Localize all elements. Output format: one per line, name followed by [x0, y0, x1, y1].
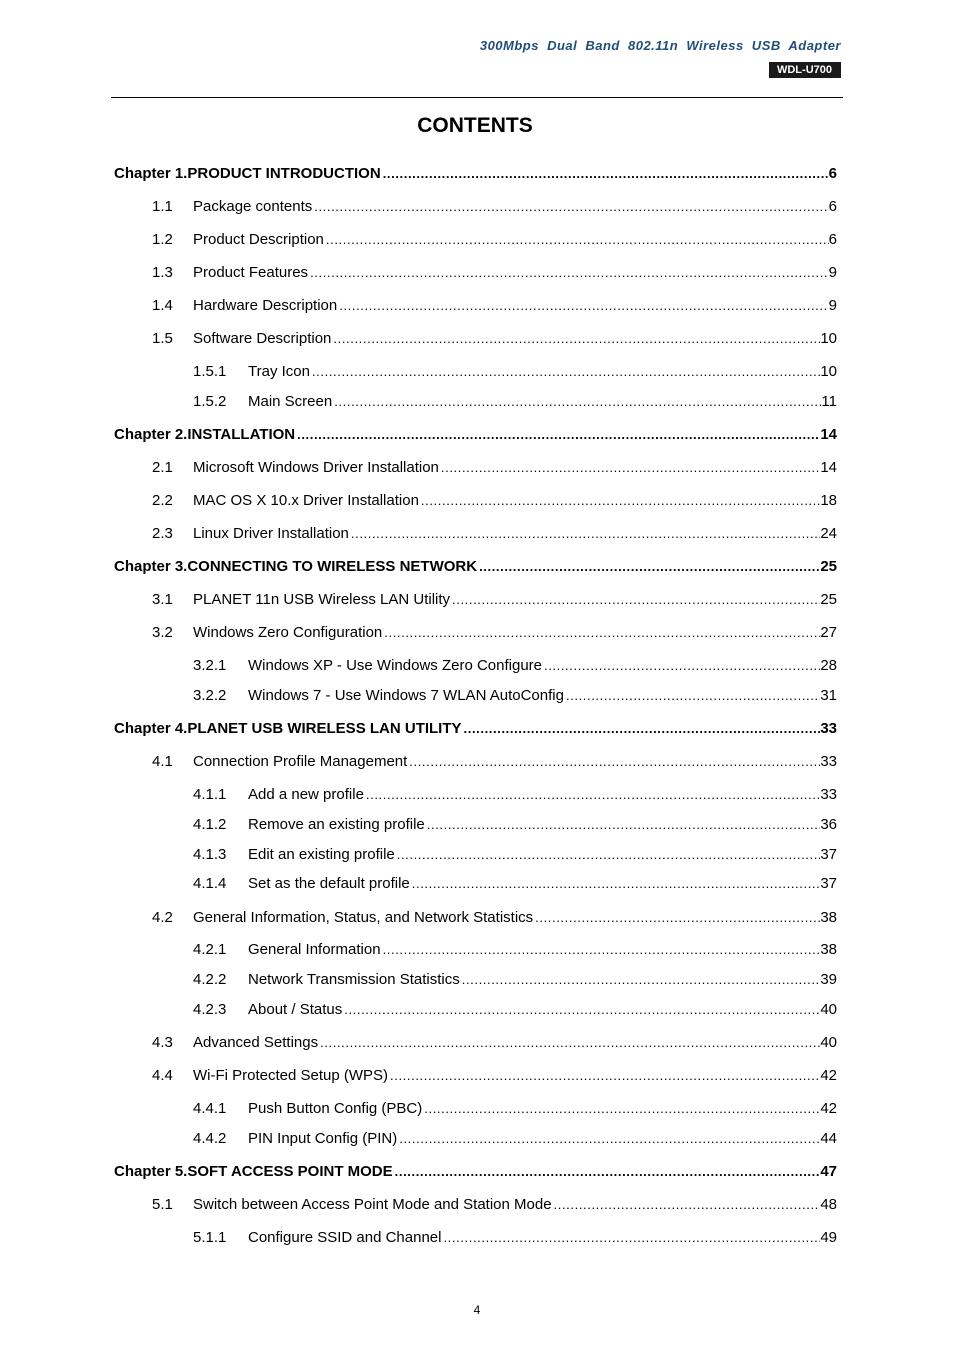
toc-entry-number: 1.2 — [152, 231, 173, 248]
toc-entry-section[interactable] — [0, 263, 954, 283]
toc-entry-title: Tray Icon — [248, 363, 310, 380]
dot-leader — [342, 1000, 820, 1020]
toc-entry-sub[interactable] — [0, 845, 954, 865]
toc-entry-number: 4.1 — [152, 753, 173, 770]
toc-entry-title: Package contents — [193, 198, 313, 215]
toc-entry-sub[interactable] — [0, 940, 954, 960]
toc-entry-number: 1.5.1 — [193, 363, 227, 380]
toc-entry-number: 1.5.2 — [193, 393, 227, 410]
page-number: 4 — [473, 1303, 481, 1317]
dot-leader — [439, 458, 820, 478]
toc-entry-page: 9 — [828, 264, 837, 281]
toc-entry-title: Set as the default profile — [248, 875, 410, 892]
dot-leader — [564, 686, 820, 706]
toc-entry-sub[interactable] — [0, 362, 954, 382]
toc-entry-section[interactable] — [0, 1195, 954, 1215]
dot-leader — [364, 785, 820, 805]
toc-entry-title: Product Description — [193, 231, 324, 248]
toc-entry-section[interactable] — [0, 329, 954, 349]
dot-leader — [460, 970, 821, 990]
toc-entry-section[interactable] — [0, 1033, 954, 1053]
dot-leader — [295, 425, 820, 445]
toc-entry-number: 2.2 — [152, 492, 173, 509]
toc-entry-title: Software Description — [193, 330, 332, 347]
toc-entry-page: 36 — [820, 816, 837, 833]
toc-entry-title: Linux Driver Installation — [193, 525, 349, 542]
toc-entry-page: 42 — [820, 1100, 837, 1117]
toc-entry-sub[interactable] — [0, 1129, 954, 1149]
toc-entry-title: Windows 7 - Use Windows 7 WLAN AutoConfig — [248, 687, 564, 704]
toc-entry-number: 4.3 — [152, 1034, 173, 1051]
dot-leader — [450, 590, 820, 610]
dot-leader — [397, 1129, 820, 1149]
toc-entry-number: 4.2.3 — [193, 1001, 227, 1018]
toc-entry-chapter[interactable] — [0, 719, 954, 739]
toc-entry-page: 33 — [820, 786, 837, 803]
dot-leader — [310, 362, 820, 382]
dot-leader — [552, 1195, 821, 1215]
toc-entry-number: 4.1.1 — [193, 786, 227, 803]
toc-entry-page: 24 — [820, 525, 837, 542]
toc-entry-title: Main Screen — [248, 393, 333, 410]
toc-entry-number: 3.2 — [152, 624, 173, 641]
toc-entry-number: 4.4.2 — [193, 1130, 227, 1147]
toc-entry-number: 4.1.3 — [193, 846, 227, 863]
toc-entry-title: Add a new profile — [248, 786, 364, 803]
toc-entry-title: General Information, Status, and Network Statistics — [193, 909, 534, 926]
toc-entry-title: Chapter 2.INSTALLATION — [114, 426, 296, 443]
toc-entry-section[interactable] — [0, 1066, 954, 1086]
toc-entry-number: 4.2 — [152, 909, 173, 926]
toc-entry-page: 38 — [820, 941, 837, 958]
dot-leader — [422, 1099, 820, 1119]
dot-leader — [393, 1162, 821, 1182]
toc-entry-title: Configure SSID and Channel — [248, 1229, 442, 1246]
toc-entry-page: 47 — [820, 1163, 837, 1180]
toc-entry-sub[interactable] — [0, 686, 954, 706]
dot-leader — [388, 1066, 820, 1086]
toc-entry-number: 2.3 — [152, 525, 173, 542]
toc-entry-page: 49 — [820, 1229, 837, 1246]
toc-entry-title: Connection Profile Management — [193, 753, 408, 770]
toc-entry-title: Chapter 4.PLANET USB WIRELESS LAN UTILITY — [114, 720, 462, 737]
toc-entry-title: Edit an existing profile — [248, 846, 395, 863]
dot-leader — [419, 491, 820, 511]
dot-leader — [542, 656, 820, 676]
dot-leader — [407, 752, 820, 772]
toc-entry-page: 33 — [820, 720, 837, 737]
toc-entry-page: 40 — [820, 1034, 837, 1051]
toc-entry-number: 4.1.2 — [193, 816, 227, 833]
toc-entry-title: About / Status — [248, 1001, 343, 1018]
toc-entry-page: 14 — [820, 426, 837, 443]
toc-entry-sub[interactable] — [0, 970, 954, 990]
toc-entry-title: Hardware Description — [193, 297, 338, 314]
toc-entry-title: Windows Zero Configuration — [193, 624, 383, 641]
toc-entry-number: 4.1.4 — [193, 875, 227, 892]
toc-entry-page: 38 — [820, 909, 837, 926]
toc-entry-number: 5.1.1 — [193, 1229, 227, 1246]
dot-leader — [312, 197, 828, 217]
toc-entry-section[interactable] — [0, 524, 954, 544]
toc-entry-page: 25 — [820, 558, 837, 575]
dot-leader — [324, 230, 829, 250]
dot-leader — [318, 1033, 820, 1053]
toc-entry-title: Product Features — [193, 264, 309, 281]
toc-entry-page: 37 — [820, 875, 837, 892]
toc-entry-title: Chapter 3.CONNECTING TO WIRELESS NETWORK — [114, 558, 478, 575]
toc-entry-page: 9 — [828, 297, 837, 314]
toc-entry-page: 28 — [820, 657, 837, 674]
dot-leader — [533, 908, 820, 928]
toc-entry-number: 1.4 — [152, 297, 173, 314]
toc-entry-section[interactable] — [0, 590, 954, 610]
dot-leader — [337, 296, 828, 316]
toc-entry-page: 18 — [820, 492, 837, 509]
toc-entry-chapter[interactable] — [0, 425, 954, 445]
dot-leader — [308, 263, 829, 283]
dot-leader — [331, 329, 820, 349]
toc-entry-chapter[interactable] — [0, 557, 954, 577]
dot-leader — [477, 557, 820, 577]
toc-entry-section[interactable] — [0, 752, 954, 772]
dot-leader — [441, 1228, 820, 1248]
toc-entry-page: 25 — [820, 591, 837, 608]
toc-entry-title: MAC OS X 10.x Driver Installation — [193, 492, 419, 509]
toc-entry-sub[interactable] — [0, 1099, 954, 1119]
toc-heading: CONTENTS — [417, 114, 533, 137]
toc-entry-title: Microsoft Windows Driver Installation — [193, 459, 439, 476]
toc-entry-title: PIN Input Config (PIN) — [248, 1130, 398, 1147]
toc-entry-title: Advanced Settings — [193, 1034, 319, 1051]
toc-entry-title: Chapter 1.PRODUCT INTRODUCTION — [114, 165, 381, 182]
toc-entry-number: 3.2.2 — [193, 687, 227, 704]
toc-entry-page: 6 — [828, 165, 837, 182]
toc-entry-page: 11 — [821, 393, 837, 410]
toc-entry-sub[interactable] — [0, 392, 954, 412]
model-badge: WDL-U700 — [769, 62, 841, 78]
toc-entry-title: Wi-Fi Protected Setup (WPS) — [193, 1067, 389, 1084]
toc-entry-section[interactable] — [0, 230, 954, 250]
dot-leader — [425, 815, 821, 835]
toc-entry-page: 40 — [820, 1001, 837, 1018]
toc-entry-sub[interactable] — [0, 815, 954, 835]
toc-entry-chapter[interactable] — [0, 1162, 954, 1182]
toc-entry-number: 1.3 — [152, 264, 173, 281]
toc-entry-number: 1.5 — [152, 330, 173, 347]
toc-entry-page: 31 — [820, 687, 837, 704]
toc-entry-page: 48 — [820, 1196, 837, 1213]
toc-entry-section[interactable] — [0, 491, 954, 511]
toc-entry-title: Windows XP - Use Windows Zero Configure — [248, 657, 542, 674]
toc-entry-number: 3.2.1 — [193, 657, 227, 674]
toc-entry-sub[interactable] — [0, 785, 954, 805]
toc-entry-page: 10 — [820, 330, 837, 347]
toc-entry-page: 6 — [828, 231, 837, 248]
product-title: 300Mbps Dual Band 802.11n Wireless USB Adapter — [479, 38, 841, 53]
toc-entry-title: Push Button Config (PBC) — [248, 1100, 423, 1117]
toc-entry-page: 42 — [820, 1067, 837, 1084]
toc-entry-page: 44 — [820, 1130, 837, 1147]
toc-entry-number: 4.4.1 — [193, 1100, 227, 1117]
toc-entry-title: PLANET 11n USB Wireless LAN Utility — [193, 591, 451, 608]
toc-entry-chapter[interactable] — [0, 164, 954, 184]
toc-entry-section[interactable] — [0, 623, 954, 643]
toc-entry-sub[interactable] — [0, 1228, 954, 1248]
toc-entry-number: 4.2.2 — [193, 971, 227, 988]
dot-leader — [462, 719, 821, 739]
dot-leader — [332, 392, 821, 412]
dot-leader — [381, 164, 829, 184]
toc-entry-sub[interactable] — [0, 874, 954, 894]
toc-entry-number: 4.4 — [152, 1067, 173, 1084]
dot-leader — [349, 524, 820, 544]
dot-leader — [395, 845, 821, 865]
toc-entry-section[interactable] — [0, 296, 954, 316]
toc-entry-title: General Information — [248, 941, 381, 958]
toc-entry-number: 5.1 — [152, 1196, 173, 1213]
dot-leader — [410, 874, 821, 894]
toc-entry-number: 2.1 — [152, 459, 173, 476]
toc-entry-number: 4.2.1 — [193, 941, 227, 958]
toc-entry-sub[interactable] — [0, 1000, 954, 1020]
toc-entry-section[interactable] — [0, 908, 954, 928]
toc-entry-title: Chapter 5.SOFT ACCESS POINT MODE — [114, 1163, 393, 1180]
dot-leader — [381, 940, 821, 960]
toc-entry-page: 33 — [820, 753, 837, 770]
toc-entry-title: Remove an existing profile — [248, 816, 425, 833]
dot-leader — [382, 623, 820, 643]
toc-entry-sub[interactable] — [0, 656, 954, 676]
toc-entry-number: 3.1 — [152, 591, 173, 608]
toc-entry-page: 39 — [820, 971, 837, 988]
toc-entry-page: 10 — [820, 363, 837, 380]
toc-entry-page: 6 — [828, 198, 837, 215]
toc-entry-section[interactable] — [0, 458, 954, 478]
toc-entry-page: 27 — [820, 624, 837, 641]
toc-entry-page: 37 — [820, 846, 837, 863]
toc-entry-number: 1.1 — [152, 198, 173, 215]
toc-entry-page: 14 — [820, 459, 837, 476]
toc-entry-section[interactable] — [0, 197, 954, 217]
toc-entry-title: Network Transmission Statistics — [248, 971, 460, 988]
toc-entry-title: Switch between Access Point Mode and Station Mode — [193, 1196, 552, 1213]
